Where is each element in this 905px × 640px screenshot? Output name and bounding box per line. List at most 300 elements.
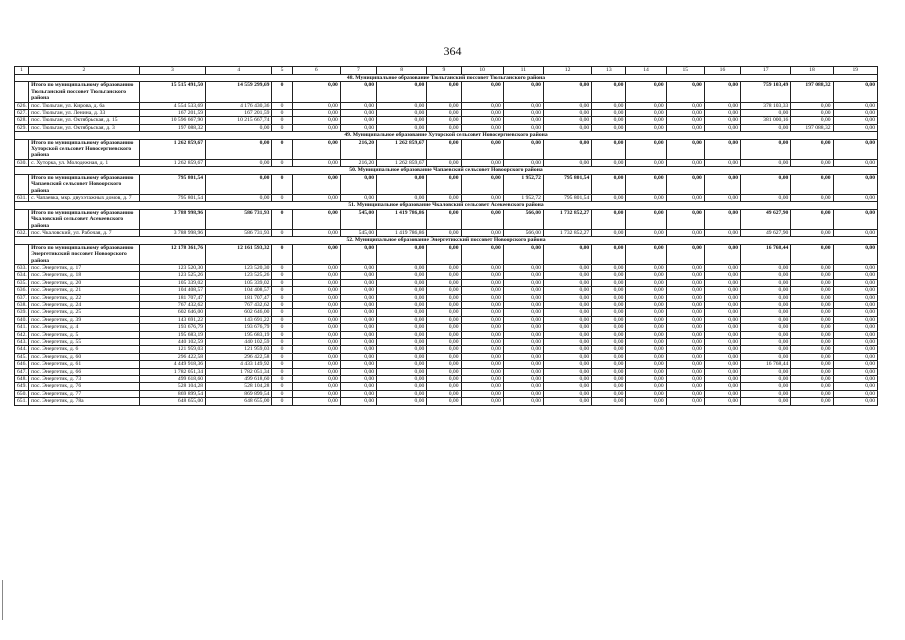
value-cell: 181 707,47	[139, 294, 205, 301]
value-cell: 0,00	[377, 346, 427, 353]
value-cell: 0,00	[292, 82, 340, 102]
value-cell: 0,00	[377, 102, 427, 109]
value-cell: 0,00	[833, 139, 877, 159]
value-cell: 0,00	[427, 102, 461, 109]
table-row	[15, 361, 878, 368]
value-cell: 0,00	[666, 124, 704, 131]
address-cell: пос. Тюльган, ул. Кирова, д. 6а	[29, 102, 140, 109]
total-row	[15, 244, 878, 264]
value-cell: 181 707,47	[206, 294, 272, 301]
value-cell: 0,00	[427, 346, 461, 353]
value-cell: 0,00	[340, 302, 376, 309]
address-cell: пос. Энергетик, д. 60	[29, 353, 140, 360]
value-cell: 0,00	[340, 368, 376, 375]
value-cell: 0,00	[340, 117, 376, 124]
value-cell: 0,00	[340, 194, 376, 201]
value-cell: 0,00	[666, 159, 704, 166]
value-cell: 0,00	[626, 353, 666, 360]
value-cell: 0,00	[543, 353, 591, 360]
value-cell: 0,00	[626, 139, 666, 159]
address-cell: с. Хуторка, ул. Молодежная, д. 1	[29, 159, 140, 166]
value-cell: 16 768,44	[741, 244, 791, 264]
section-header-row	[15, 202, 878, 209]
value-cell: 1 952,72	[503, 174, 543, 194]
value-cell: 0,00	[626, 383, 666, 390]
value-cell: 121 959,03	[139, 346, 205, 353]
column-number: 16	[704, 67, 740, 75]
value-cell: 0,00	[503, 302, 543, 309]
value-cell: 0,00	[503, 287, 543, 294]
value-cell: 0,00	[592, 361, 626, 368]
value-cell: 0,00	[741, 279, 791, 286]
value-cell: 0,00	[626, 368, 666, 375]
value-cell: 566,00	[503, 229, 543, 236]
section-title: 51. Муниципальное образование Чкаловский сельсовет Асекеевского района	[15, 202, 878, 209]
value-cell: 105 339,02	[139, 279, 205, 286]
value-cell: 499 618,60	[206, 376, 272, 383]
value-cell: 193 676,79	[139, 324, 205, 331]
value-cell: 0,00	[461, 294, 503, 301]
value-cell: 0,00	[833, 229, 877, 236]
value-cell: 0	[272, 302, 292, 309]
value-cell: 0,00	[340, 294, 376, 301]
value-cell: 0,00	[704, 174, 740, 194]
value-cell: 0,00	[427, 194, 461, 201]
value-cell: 0,00	[791, 368, 833, 375]
value-cell: 143 691,22	[206, 316, 272, 323]
value-cell: 0,00	[503, 376, 543, 383]
table-row	[15, 398, 878, 405]
value-cell: 1 952,72	[503, 194, 543, 201]
value-cell: 0	[272, 346, 292, 353]
value-cell: 0,00	[791, 353, 833, 360]
value-cell: 0	[272, 353, 292, 360]
value-cell: 0,00	[543, 244, 591, 264]
value-cell: 0,00	[377, 264, 427, 271]
value-cell: 0,00	[704, 209, 740, 229]
value-cell: 0,00	[741, 398, 791, 405]
value-cell: 869 899,54	[139, 390, 205, 397]
value-cell: 0,00	[503, 353, 543, 360]
value-cell: 0,00	[461, 272, 503, 279]
value-cell: 0,00	[461, 174, 503, 194]
address-cell: пос. Энергетик, д. 61	[29, 361, 140, 368]
value-cell: 0,00	[461, 353, 503, 360]
value-cell: 0	[272, 139, 292, 159]
value-cell: 0,00	[704, 390, 740, 397]
value-cell: 0,00	[791, 272, 833, 279]
row-number-cell: 639.	[15, 309, 29, 316]
value-cell: 0,00	[292, 316, 340, 323]
value-cell: 0,00	[741, 376, 791, 383]
value-cell: 0,00	[704, 159, 740, 166]
value-cell: 0,00	[626, 346, 666, 353]
value-cell: 0,00	[543, 339, 591, 346]
value-cell: 0,00	[461, 309, 503, 316]
value-cell: 0,00	[741, 139, 791, 159]
value-cell: 0,00	[427, 159, 461, 166]
value-cell: 197 088,32	[791, 82, 833, 102]
table-row	[15, 346, 878, 353]
value-cell: 0,00	[292, 139, 340, 159]
value-cell: 0,00	[340, 361, 376, 368]
value-cell: 0,00	[626, 229, 666, 236]
value-cell: 0	[272, 294, 292, 301]
value-cell: 0,00	[461, 398, 503, 405]
value-cell: 0	[272, 383, 292, 390]
value-cell: 0,00	[206, 174, 272, 194]
row-number-cell: 629.	[15, 124, 29, 131]
value-cell: 0,00	[626, 102, 666, 109]
value-cell: 0,00	[377, 361, 427, 368]
value-cell: 0,00	[461, 324, 503, 331]
value-cell: 767 432,62	[206, 302, 272, 309]
row-number-cell: 633.	[15, 264, 29, 271]
value-cell: 104 408,57	[206, 287, 272, 294]
value-cell: 0,00	[741, 159, 791, 166]
total-row	[15, 82, 878, 102]
value-cell: 15 515 491,50	[139, 82, 205, 102]
value-cell: 0,00	[791, 279, 833, 286]
value-cell: 0,00	[704, 117, 740, 124]
value-cell: 0,00	[503, 244, 543, 264]
value-cell: 0,00	[292, 309, 340, 316]
value-cell: 0,00	[592, 309, 626, 316]
value-cell: 0,00	[503, 398, 543, 405]
value-cell: 0,00	[626, 316, 666, 323]
address-cell: пос. Тюльган, ул. Октябрьская, д. 15	[29, 117, 140, 124]
value-cell: 0,00	[340, 102, 376, 109]
row-number-cell: 649.	[15, 383, 29, 390]
value-cell: 0,00	[791, 331, 833, 338]
value-cell: 0,00	[377, 390, 427, 397]
value-cell: 123 525,26	[206, 272, 272, 279]
value-cell: 0,00	[543, 117, 591, 124]
value-cell: 0,00	[791, 117, 833, 124]
value-cell: 0,00	[592, 174, 626, 194]
value-cell: 0,00	[503, 324, 543, 331]
section-header-row	[15, 75, 878, 82]
value-cell: 0,00	[461, 159, 503, 166]
value-cell: 0,00	[666, 383, 704, 390]
value-cell: 0,00	[666, 264, 704, 271]
value-cell: 0,00	[377, 309, 427, 316]
row-number-cell: 647.	[15, 368, 29, 375]
value-cell: 4 449 918,36	[139, 361, 205, 368]
value-cell: 0,00	[833, 117, 877, 124]
address-cell: пос. Энергетик, д. 22	[29, 294, 140, 301]
value-cell: 378 103,33	[741, 102, 791, 109]
row-number-cell: 645.	[15, 353, 29, 360]
value-cell: 1 732 852,27	[543, 209, 591, 229]
value-cell: 0,00	[292, 209, 340, 229]
value-cell: 0,00	[791, 383, 833, 390]
value-cell: 0,00	[461, 331, 503, 338]
value-cell: 0,00	[791, 102, 833, 109]
value-cell: 0,00	[741, 302, 791, 309]
row-number-cell: 630.	[15, 159, 29, 166]
value-cell: 0,00	[666, 302, 704, 309]
address-cell: с. Чапаевка, мкр. двухэтажных домов, д. 7	[29, 194, 140, 201]
value-cell: 0,00	[791, 361, 833, 368]
value-cell: 0,00	[543, 124, 591, 131]
value-cell: 1 262 859,67	[377, 159, 427, 166]
value-cell: 0,00	[704, 244, 740, 264]
value-cell: 0,00	[791, 287, 833, 294]
value-cell: 0,00	[741, 174, 791, 194]
value-cell: 0,00	[626, 331, 666, 338]
value-cell: 0,00	[427, 383, 461, 390]
value-cell: 0,00	[626, 287, 666, 294]
value-cell: 0,00	[543, 264, 591, 271]
value-cell: 0,00	[741, 110, 791, 117]
value-cell: 0,00	[666, 390, 704, 397]
value-cell: 0,00	[833, 244, 877, 264]
value-cell: 197 088,32	[791, 124, 833, 131]
value-cell: 0,00	[833, 324, 877, 331]
value-cell: 0	[272, 390, 292, 397]
column-number: 1	[15, 67, 29, 75]
value-cell: 0,00	[741, 272, 791, 279]
value-cell: 0,00	[543, 383, 591, 390]
value-cell: 0,00	[292, 244, 340, 264]
value-cell: 0,00	[666, 110, 704, 117]
row-number-cell: 627.	[15, 110, 29, 117]
value-cell: 0,00	[741, 390, 791, 397]
value-cell: 0,00	[206, 159, 272, 166]
value-cell: 0,00	[592, 279, 626, 286]
value-cell: 0,00	[461, 110, 503, 117]
value-cell: 0,00	[741, 194, 791, 201]
value-cell: 0,00	[626, 244, 666, 264]
value-cell: 0,00	[791, 194, 833, 201]
value-cell: 0,00	[427, 294, 461, 301]
section-header-row	[15, 132, 878, 139]
value-cell: 0,00	[791, 244, 833, 264]
value-cell: 0,00	[704, 294, 740, 301]
value-cell: 0,00	[427, 331, 461, 338]
value-cell: 0,00	[461, 279, 503, 286]
value-cell: 0,00	[292, 361, 340, 368]
row-number-cell: 628.	[15, 117, 29, 124]
address-cell: пос. Энергетик, д. 20	[29, 279, 140, 286]
value-cell: 0,00	[704, 110, 740, 117]
value-cell: 0,00	[833, 82, 877, 102]
value-cell: 0,00	[340, 82, 376, 102]
value-cell: 0,00	[741, 124, 791, 131]
address-cell: пос. Энергетик, д. 66	[29, 368, 140, 375]
column-number: 18	[791, 67, 833, 75]
table-row	[15, 279, 878, 286]
value-cell: 0,00	[543, 361, 591, 368]
value-cell: 0,00	[791, 309, 833, 316]
value-cell: 0,00	[626, 294, 666, 301]
value-cell: 0,00	[543, 279, 591, 286]
value-cell: 0,00	[666, 346, 704, 353]
value-cell: 0,00	[666, 102, 704, 109]
value-cell: 0,00	[833, 174, 877, 194]
address-cell: пос. Энергетик, д. 6	[29, 346, 140, 353]
value-cell: 0,00	[340, 339, 376, 346]
address-cell: пос. Энергетик, д. 76	[29, 383, 140, 390]
value-cell: 0,00	[833, 264, 877, 271]
value-cell: 0,00	[741, 324, 791, 331]
row-number-cell: 643.	[15, 339, 29, 346]
value-cell: 0,00	[340, 309, 376, 316]
value-cell: 0	[272, 368, 292, 375]
value-cell: 216,20	[340, 159, 376, 166]
value-cell: 0,00	[427, 264, 461, 271]
column-number: 4	[206, 67, 272, 75]
value-cell: 0,00	[377, 376, 427, 383]
value-cell: 0	[272, 324, 292, 331]
value-cell: 0,00	[292, 368, 340, 375]
value-cell: 586 731,93	[206, 229, 272, 236]
value-cell: 0,00	[340, 272, 376, 279]
value-cell: 0,00	[666, 398, 704, 405]
value-cell: 0,00	[377, 82, 427, 102]
value-cell: 0,00	[461, 302, 503, 309]
column-number: 8	[377, 67, 427, 75]
value-cell: 0,00	[666, 331, 704, 338]
value-cell: 0,00	[833, 287, 877, 294]
value-cell: 0,00	[503, 339, 543, 346]
value-cell: 0,00	[666, 287, 704, 294]
value-cell: 49 627,90	[741, 209, 791, 229]
value-cell: 0,00	[340, 244, 376, 264]
value-cell: 0,00	[592, 368, 626, 375]
value-cell: 545,00	[340, 229, 376, 236]
value-cell: 0,00	[377, 353, 427, 360]
value-cell: 0,00	[666, 324, 704, 331]
value-cell: 1 262 859,67	[139, 139, 205, 159]
value-cell: 1 782 051,34	[206, 368, 272, 375]
row-number-cell: 651.	[15, 398, 29, 405]
total-row	[15, 139, 878, 159]
value-cell: 0,00	[543, 294, 591, 301]
value-cell: 0	[272, 229, 292, 236]
value-cell: 0,00	[292, 339, 340, 346]
table-body	[15, 67, 878, 406]
row-number-cell	[15, 244, 29, 264]
value-cell: 0,00	[741, 316, 791, 323]
row-number-cell: 626.	[15, 102, 29, 109]
value-cell: 0,00	[791, 294, 833, 301]
value-cell: 0	[272, 124, 292, 131]
value-cell: 296 422,58	[139, 353, 205, 360]
value-cell: 0,00	[461, 390, 503, 397]
row-number-cell: 634.	[15, 272, 29, 279]
value-cell: 0,00	[427, 302, 461, 309]
value-cell: 193 676,79	[206, 324, 272, 331]
value-cell: 0,00	[461, 264, 503, 271]
value-cell: 0,00	[626, 174, 666, 194]
value-cell: 0,00	[704, 82, 740, 102]
value-cell: 648 655,00	[139, 398, 205, 405]
value-cell: 0,00	[377, 294, 427, 301]
row-number-cell: 637.	[15, 294, 29, 301]
value-cell: 0,00	[741, 287, 791, 294]
value-cell: 0,00	[543, 302, 591, 309]
value-cell: 0,00	[666, 117, 704, 124]
value-cell: 0,00	[503, 124, 543, 131]
address-cell: пос. Энергетик, д. 77	[29, 390, 140, 397]
value-cell: 216,20	[340, 139, 376, 159]
value-cell: 528 104,28	[139, 383, 205, 390]
value-cell: 0,00	[704, 361, 740, 368]
value-cell: 0	[272, 102, 292, 109]
value-cell: 0,00	[833, 331, 877, 338]
value-cell: 0,00	[626, 361, 666, 368]
value-cell: 0,00	[704, 287, 740, 294]
table-row	[15, 229, 878, 236]
value-cell: 0,00	[292, 376, 340, 383]
value-cell: 0,00	[503, 316, 543, 323]
value-cell: 0,00	[592, 376, 626, 383]
value-cell: 0,00	[666, 309, 704, 316]
value-cell: 0,00	[377, 279, 427, 286]
value-cell: 0,00	[543, 82, 591, 102]
value-cell: 0,00	[833, 294, 877, 301]
value-cell: 0,00	[704, 331, 740, 338]
value-cell: 0,00	[592, 287, 626, 294]
total-label-cell: Итого по муниципальному образованию Чапаевский сельсовет Новоорского района	[29, 174, 140, 194]
value-cell: 0,00	[206, 139, 272, 159]
value-cell: 0,00	[833, 102, 877, 109]
value-cell: 0,00	[833, 302, 877, 309]
value-cell: 0,00	[340, 353, 376, 360]
value-cell: 0,00	[791, 110, 833, 117]
value-cell: 0,00	[292, 159, 340, 166]
value-cell: 105 339,02	[206, 279, 272, 286]
column-number-row	[15, 67, 878, 75]
value-cell: 0,00	[704, 264, 740, 271]
value-cell: 16 768,44	[741, 361, 791, 368]
column-number: 7	[340, 67, 376, 75]
address-cell: пос. Энергетик, д. 5	[29, 331, 140, 338]
value-cell: 0,00	[377, 117, 427, 124]
table-row	[15, 302, 878, 309]
value-cell: 0,00	[791, 324, 833, 331]
value-cell: 0,00	[592, 316, 626, 323]
value-cell: 0,00	[704, 139, 740, 159]
value-cell: 0,00	[592, 294, 626, 301]
total-label-cell: Итого по муниципальному образованию Тюльганский поссовет Тюльганского района	[29, 82, 140, 102]
value-cell: 0,00	[377, 244, 427, 264]
value-cell: 0,00	[503, 361, 543, 368]
value-cell: 0,00	[503, 331, 543, 338]
value-cell: 0,00	[543, 368, 591, 375]
value-cell: 1 782 051,34	[139, 368, 205, 375]
value-cell: 0,00	[704, 279, 740, 286]
value-cell: 0,00	[592, 102, 626, 109]
section-title: 48. Муниципальное образование Тюльганский поссовет Тюльганского района	[15, 75, 878, 82]
value-cell: 0,00	[666, 272, 704, 279]
value-cell: 0,00	[340, 287, 376, 294]
value-cell: 0,00	[791, 376, 833, 383]
value-cell: 602 646,00	[139, 309, 205, 316]
value-cell: 0,00	[592, 264, 626, 271]
value-cell: 0,00	[377, 110, 427, 117]
value-cell: 381 000,16	[741, 117, 791, 124]
table-row	[15, 331, 878, 338]
address-cell: пос. Энергетик, д. 78а	[29, 398, 140, 405]
value-cell: 104 408,57	[139, 287, 205, 294]
value-cell: 0,00	[461, 383, 503, 390]
value-cell: 0,00	[292, 390, 340, 397]
value-cell: 0,00	[543, 376, 591, 383]
value-cell: 0,00	[427, 244, 461, 264]
